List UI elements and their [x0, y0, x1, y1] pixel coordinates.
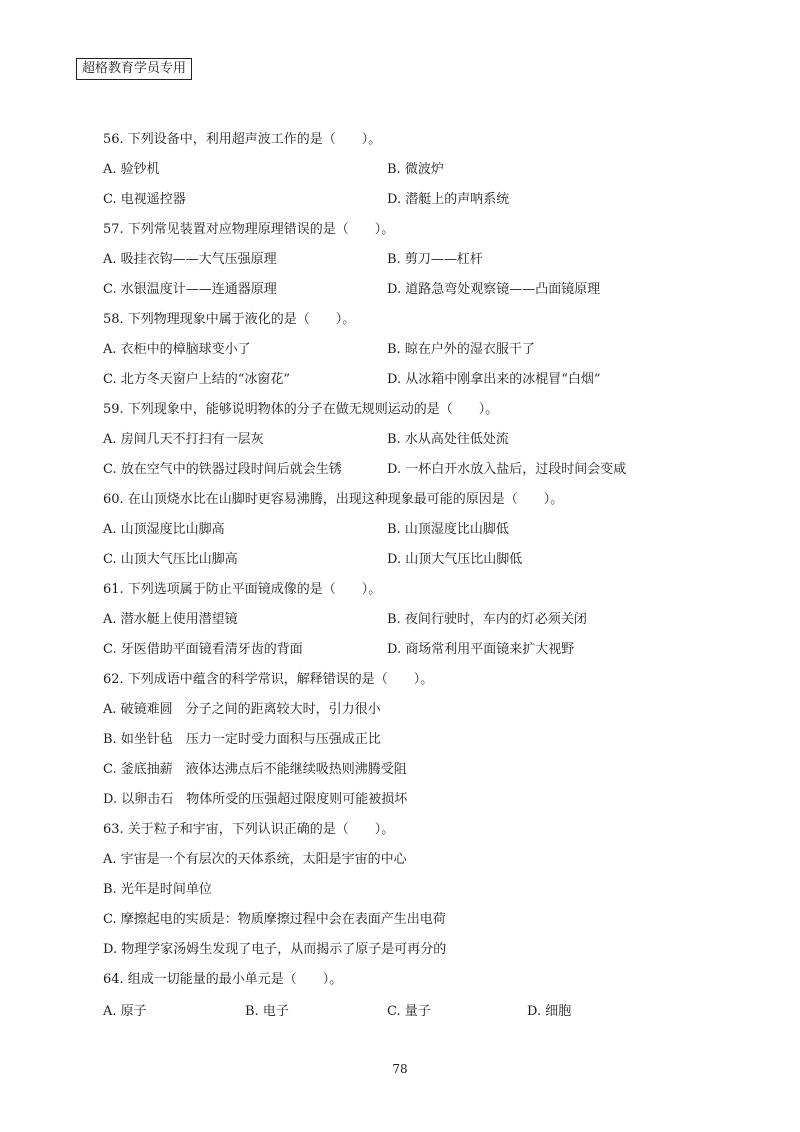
question-57-option-a: A. 吸挂衣钩——大气压强原理	[103, 252, 277, 267]
question-59-option-d: D. 一杯白开水放入盐后，过段时间会变咸	[387, 462, 627, 477]
question-61-option-b: B. 夜间行驶时，车内的灯必须关闭	[387, 612, 587, 627]
header-label: 超格教育学员专用	[76, 58, 192, 80]
question-58-stem: 58. 下列物理现象中属于液化的是（ ）。	[103, 312, 356, 327]
question-64-option-c: C. 量子	[387, 1004, 431, 1019]
question-56-option-d: D. 潜艇上的声呐系统	[387, 192, 510, 207]
question-59-option-c: C. 放在空气中的铁器过段时间后就会生锈	[103, 462, 342, 477]
question-59-option-b: B. 水从高处往低处流	[387, 432, 509, 447]
question-63-stem: 63. 关于粒子和宇宙，下列认识正确的是（ ）。	[103, 822, 395, 837]
question-58-option-d: D. 从冰箱中刚拿出来的冰棍冒“白烟”	[387, 372, 601, 387]
question-62-option-a: A. 破镜难圆 分子之间的距离较大时，引力很小	[103, 702, 381, 717]
question-64-option-b: B. 电子	[245, 1004, 289, 1019]
question-61-option-d: D. 商场常利用平面镜来扩大视野	[387, 642, 575, 657]
question-62-option-c: C. 釜底抽薪 液体达沸点后不能继续吸热则沸腾受阻	[103, 762, 407, 777]
question-57-stem: 57. 下列常见装置对应物理原理错误的是（ ）。	[103, 222, 395, 237]
question-58-option-b: B. 晾在户外的湿衣服干了	[387, 342, 535, 357]
question-60-stem: 60. 在山顶烧水比在山脚时更容易沸腾，出现这种现象最可能的原因是（ ）。	[103, 492, 564, 507]
question-56-option-a: A. 验钞机	[103, 162, 160, 177]
question-64-stem: 64. 组成一切能量的最小单元是（ ）。	[103, 972, 343, 987]
question-56-stem: 56. 下列设备中，利用超声波工作的是（ ）。	[103, 132, 382, 147]
question-62-stem: 62. 下列成语中蕴含的科学常识，解释错误的是（ ）。	[103, 672, 434, 687]
question-63-option-d: D. 物理学家汤姆生发现了电子，从而揭示了原子是可再分的	[103, 942, 447, 957]
question-59-option-a: A. 房间几天不打扫有一层灰	[103, 432, 264, 447]
question-61-option-a: A. 潜水艇上使用潜望镜	[103, 612, 238, 627]
question-58-option-c: C. 北方冬天窗户上结的“冰窗花”	[103, 372, 291, 387]
question-61-option-c: C. 牙医借助平面镜看清牙齿的背面	[103, 642, 303, 657]
question-64-option-d: D. 细胞	[527, 1004, 572, 1019]
question-58-option-a: A. 衣柜中的樟脑球变小了	[103, 342, 251, 357]
question-62-option-b: B. 如坐针毡 压力一定时受力面积与压强成正比	[103, 732, 381, 747]
page-number: 78	[392, 1062, 408, 1076]
question-60-option-a: A. 山顶湿度比山脚高	[103, 522, 225, 537]
question-61-stem: 61. 下列选项属于防止平面镜成像的是（ ）。	[103, 582, 382, 597]
question-60-option-b: B. 山顶湿度比山脚低	[387, 522, 509, 537]
question-57-option-d: D. 道路急弯处观察镜——凸面镜原理	[387, 282, 601, 297]
question-57-option-b: B. 剪刀——杠杆	[387, 252, 483, 267]
question-60-option-c: C. 山顶大气压比山脚高	[103, 552, 238, 567]
question-62-option-d: D. 以卵击石 物体所受的压强超过限度则可能被损坏	[103, 792, 408, 807]
question-63-option-a: A. 宇宙是一个有层次的天体系统，太阳是宇宙的中心	[103, 852, 407, 867]
question-64-option-a: A. 原子	[103, 1004, 147, 1019]
question-57-option-c: C. 水银温度计——连通器原理	[103, 282, 277, 297]
question-56-option-b: B. 微波炉	[387, 162, 444, 177]
question-60-option-d: D. 山顶大气压比山脚低	[387, 552, 523, 567]
question-59-stem: 59. 下列现象中，能够说明物体的分子在做无规则运动的是（ ）。	[103, 402, 499, 417]
question-63-option-b: B. 光年是时间单位	[103, 882, 212, 897]
question-56-option-c: C. 电视遥控器	[103, 192, 186, 207]
question-63-option-c: C. 摩擦起电的实质是：物质摩擦过程中会在表面产生出电荷	[103, 912, 446, 927]
